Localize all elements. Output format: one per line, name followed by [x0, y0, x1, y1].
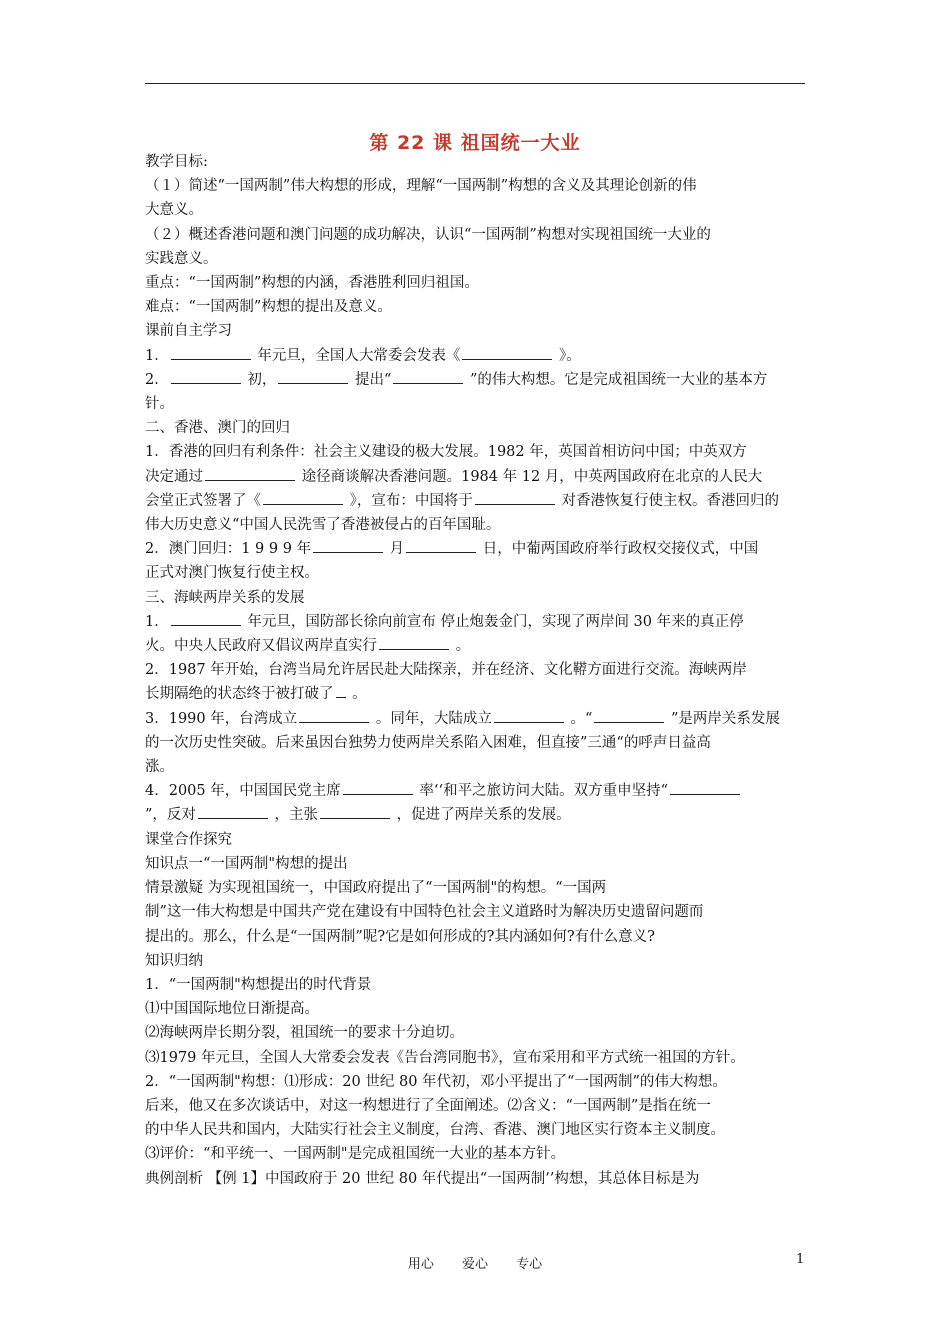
fill-in-blank[interactable]	[393, 369, 463, 384]
text-line: 二、香港、澳门的回归	[145, 420, 290, 437]
fill-in-blank[interactable]	[320, 804, 390, 819]
document-body	[145, 150, 810, 1191]
fill-in-blank[interactable]	[278, 369, 348, 384]
text-line: 1．“一国两制"构想提出的时代背景	[145, 976, 372, 993]
text-line: （２）概述香港问题和澳门问题的成功解决，认识“一国两制”构想对实现祖国统一大业的	[145, 226, 711, 243]
fill-in-blank[interactable]	[670, 780, 740, 795]
fill-in-blank[interactable]	[494, 708, 564, 723]
header-rule	[145, 83, 805, 84]
fill-in-blank[interactable]	[171, 345, 251, 360]
text-line: 正式对澳门恢复行使主权。	[145, 565, 319, 582]
fill-in-blank[interactable]	[313, 538, 383, 553]
text-line: 的一次历史性突破。后来虽因台独势力使两岸关系陷入困难，但直接”三通“的呼声日益高	[145, 734, 711, 751]
text-line: 火。中央人民政府又倡议两岸直实行 。	[145, 634, 810, 658]
text-line: 长期隔绝的状态终于被打破了 。	[145, 682, 810, 706]
fill-in-blank[interactable]	[594, 708, 664, 723]
text-line: 课堂合作探究	[145, 831, 232, 848]
text-line: （１）简述“一国两制”伟大构想的形成，理解“一国两制”构想的含义及其理论创新的伟	[145, 178, 697, 195]
text-line: 1． 年元旦，国防部长徐向前宣布 停止炮轰金门，实现了两岸间 30 年来的真正停	[145, 610, 810, 634]
text-line: 大意义。	[145, 202, 203, 219]
fill-in-blank[interactable]	[379, 635, 449, 650]
text-line: 伟大历史意义“中国人民洗雪了香港被侵占的百年国耻。	[145, 517, 501, 534]
text-line: 的中华人民共和国内，大陆实行社会主义制度，台湾、香港、澳门地区实行资本主义制度。	[145, 1122, 725, 1139]
text-line: 2．1987 年开始，台湾当局允许居民赴大陆探亲，并在经济、文化鞯方面进行交流。海峡两岸	[145, 662, 747, 679]
fill-in-blank[interactable]	[198, 804, 268, 819]
page-number: 1	[796, 1252, 805, 1267]
text-line: 决定通过 途径商谈解决香港问题。1984 年 12 月，中英两国政府在北京的人民大	[145, 465, 810, 489]
text-line: 难点：“一国两制”构想的提出及意义。	[145, 299, 392, 316]
text-line: 课前自主学习	[145, 323, 232, 340]
text-line: 2．“一国两制"构想：⑴形成：20 世纪 80 年代初，邓小平提出了“一国两制”的伟大构想。	[145, 1073, 727, 1090]
text-line: ⑴中国国际地位日渐提高。	[145, 1001, 319, 1018]
fill-in-blank[interactable]	[475, 490, 555, 505]
text-line: 知识点一“一国两制"构想的提出	[145, 855, 348, 872]
fill-in-blank[interactable]	[171, 611, 241, 626]
lesson-title: 第 22 课 祖国统一大业	[369, 132, 581, 154]
text-line: 教学目标:	[145, 154, 208, 170]
fill-in-blank[interactable]	[406, 538, 476, 553]
text-line: 典例剖析 【例 1】中国政府于 20 世纪 80 年代提出“一国两制’’构想，其总体目标是为	[145, 1170, 700, 1187]
fill-in-blank[interactable]	[299, 708, 369, 723]
fill-in-blank[interactable]	[462, 345, 552, 360]
text-line: 2．澳门回归：1 9 9 9 年 月 日，中葡两国政府举行政权交接仪式，中国	[145, 537, 810, 561]
text-line: ⑵海峡两岸长期分裂，祖国统一的要求十分迫切。	[145, 1025, 464, 1042]
text-line: 针。	[145, 396, 174, 413]
page-footer	[0, 1253, 950, 1272]
text-line: ⑶评价：“和平统一、一国两制"是完成祖国统一大业的基本方针。	[145, 1146, 566, 1163]
fill-in-blank[interactable]	[343, 780, 413, 795]
text-line: 提出的。那么，什么是“一国两制”呢?它是如何形成的?其内涵如何?有什么意义?	[145, 928, 655, 945]
fill-in-blank[interactable]	[336, 683, 346, 698]
footer-motto: 爱心	[461, 1257, 488, 1272]
text-line: 3．1990 年，台湾成立 。同年，大陆成立 。“ ”是两岸关系发展	[145, 707, 810, 731]
text-line: 情景激疑 为实现祖国统一，中国政府提出了“一国两制"的构想。“一国两	[145, 880, 607, 897]
text-line: 1． 年元旦，全国人大常委会发表《 》。	[145, 344, 810, 368]
text-line: 后来，他又在多次谈话中，对这一构想进行了全面阐述。⑵含义：“一国两制”是指在统一	[145, 1097, 711, 1114]
footer-motto: 用心	[407, 1257, 434, 1272]
footer-motto: 专心	[516, 1257, 543, 1272]
text-line: ⑶1979 年元旦，全国人大常委会发表《告台湾同胞书》，宣布采用和平方式统一祖国的方针。	[145, 1049, 745, 1066]
text-line: 1．香港的回归有利条件：社会主义建设的极大发展。1982 年，英国首相访问中国；中英双方	[145, 444, 747, 461]
text-line: 涨。	[145, 759, 174, 776]
text-line: 会堂正式签署了《 》，宣布：中国将于 对香港恢复行使主权。香港回归的	[145, 489, 810, 513]
text-line: ”，反对 ，主张 ，促进了两岸关系的发展。	[145, 803, 810, 827]
text-line: 实践意义。	[145, 250, 218, 267]
text-line: 2． 初， 提出“ ”的伟大构想。它是完成祖国统一大业的基本方	[145, 368, 810, 392]
fill-in-blank[interactable]	[263, 490, 343, 505]
text-line: 制”这一伟大构想是中国共产党在建设有中国特色社会主义道路时为解决历史遗留问题而	[145, 904, 704, 921]
text-line: 三、海峡两岸关系的发展	[145, 589, 305, 606]
fill-in-blank[interactable]	[205, 466, 295, 481]
fill-in-blank[interactable]	[171, 369, 241, 384]
text-line: 4．2005 年，中国国民党主席 率‘‘和平之旅访问大陆。双方重申坚持“	[145, 779, 810, 803]
text-line: 知识归纳	[145, 952, 203, 969]
text-line: 重点：“一国两制”构想的内涵，香港胜利回归祖国。	[145, 275, 479, 292]
